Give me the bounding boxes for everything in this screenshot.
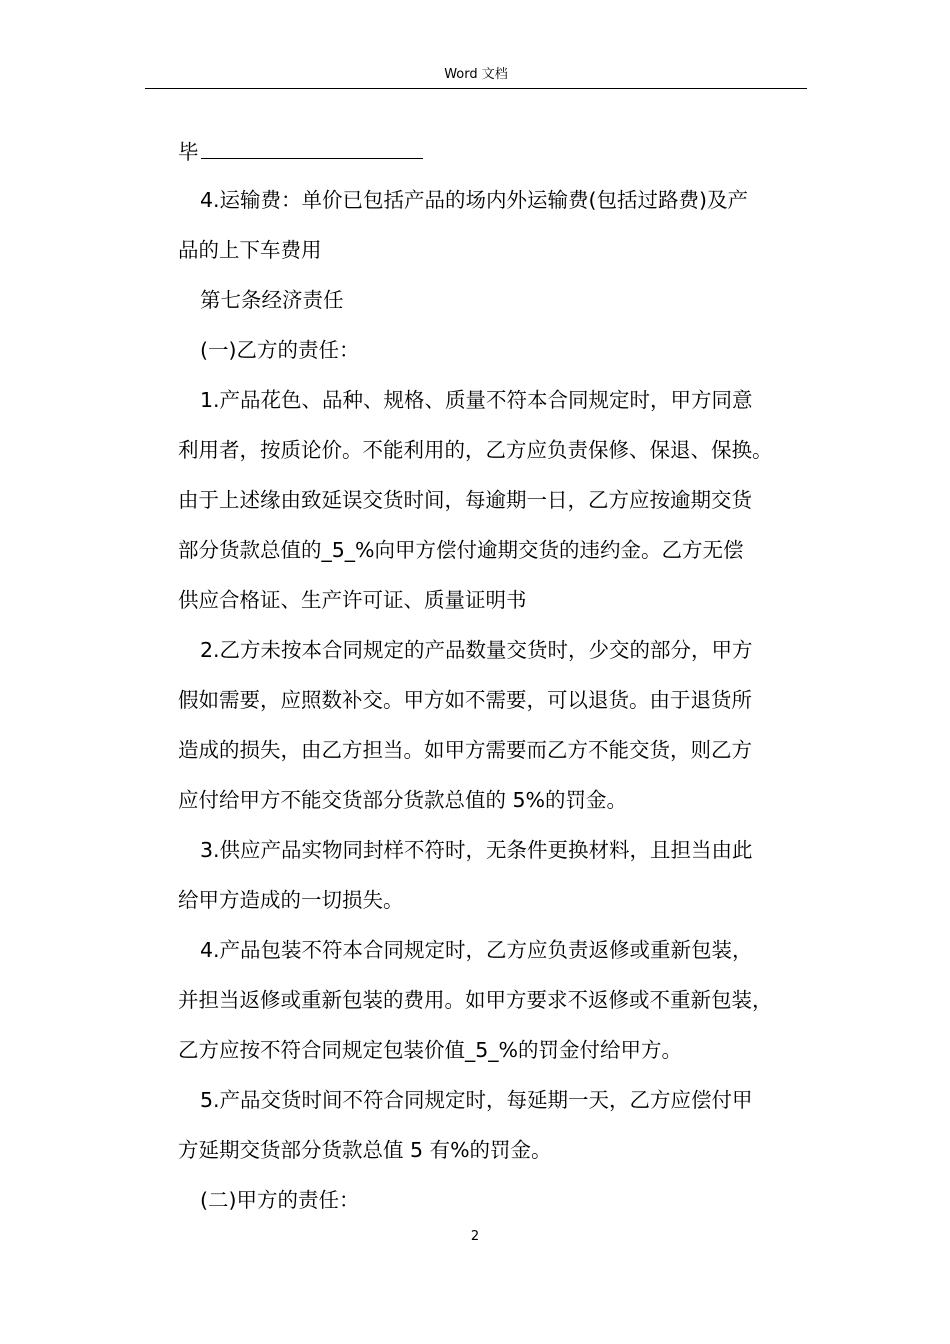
text-line: 4.运输费：单价已包括产品的场内外运输费(包括过路费)及产	[200, 188, 749, 212]
page-number: 2	[470, 1229, 480, 1244]
subsection-heading: (一)乙方的责任：	[200, 338, 360, 362]
text-line: 造成的损失，由乙方担当。如甲方需要而乙方不能交货，则乙方	[178, 738, 752, 762]
text-line: 供应合格证、生产许可证、质量证明书	[178, 588, 527, 612]
subsection-heading: (二)甲方的责任：	[200, 1188, 360, 1212]
text-line: 品的上下车费用	[178, 238, 322, 262]
text-line: 1.产品花色、品种、规格、质量不符本合同规定时，甲方同意	[200, 388, 753, 412]
text-line: 假如需要，应照数补交。甲方如不需要，可以退货。由于退货所	[178, 688, 752, 712]
text-line: 3.供应产品实物同封样不符时，无条件更换材料，且担当由此	[200, 838, 753, 862]
blank-underline	[201, 136, 423, 159]
text-line: 应付给甲方不能交货部分货款总值的 5%的罚金。	[178, 788, 628, 812]
text-line: 利用者，按质论价。不能利用的，乙方应负责保修、保退、保换。	[178, 438, 773, 462]
text-line: 给甲方造成的一切损失。	[178, 888, 404, 912]
text-line: 4.产品包装不符本合同规定时，乙方应负责返修或重新包装，	[200, 938, 753, 962]
text-line: 2.乙方未按本合同规定的产品数量交货时，少交的部分，甲方	[200, 638, 753, 662]
section-heading: 第七条经济责任	[200, 288, 344, 312]
text-line: 乙方应按不符合同规定包装价值_5_%的罚金付给甲方。	[178, 1038, 683, 1062]
text-line: 由于上述缘由致延误交货时间，每逾期一日，乙方应按逾期交货	[178, 488, 752, 512]
text-line: 方延期交货部分货款总值 5 有%的罚金。	[178, 1138, 552, 1162]
text-line: 并担当返修或重新包装的费用。如甲方要求不返修或不重新包装，	[178, 988, 773, 1012]
text-line	[178, 136, 423, 166]
text-line-content: 毕	[178, 140, 199, 164]
text-line: 部分货款总值的_5_%向甲方偿付逾期交货的违约金。乙方无偿	[178, 538, 744, 562]
header-rule	[145, 88, 807, 89]
page-header: Word 文档	[444, 67, 508, 82]
text-line: 5.产品交货时间不符合同规定时，每延期一天，乙方应偿付甲	[200, 1088, 753, 1112]
